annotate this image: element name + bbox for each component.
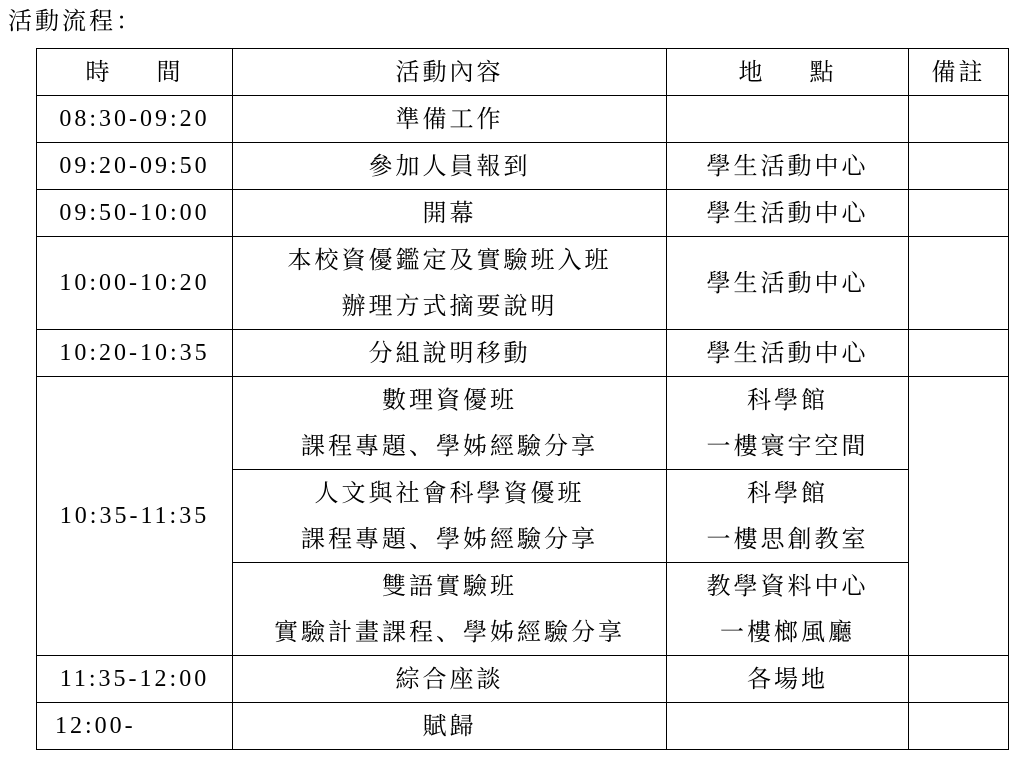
note-cell [909,377,1009,656]
location-cell [667,96,909,143]
table-row [37,96,1009,143]
content-line: 賦歸 [422,712,477,740]
content-cell [233,656,667,703]
note-cell [909,237,1009,330]
content-cell [233,470,667,563]
content-cell [233,563,667,656]
time-cell: 10:35-11:35 [37,377,233,656]
header-content: 活動內容 [233,49,667,96]
time-cell: 12:00- [37,703,233,750]
header-row [37,49,1009,96]
location-line: 一樓寰宇空間 [706,432,869,460]
content-cell [233,143,667,190]
location-cell [667,330,909,377]
content-cell [233,190,667,237]
time-cell: 10:20-10:35 [37,330,233,377]
note-cell [909,143,1009,190]
content-line: 辦理方式摘要說明 [341,292,558,320]
content-line: 綜合座談 [395,665,504,693]
table-row [37,237,1009,330]
content-cell [233,237,667,330]
location-line: 科學館 [747,386,828,414]
content-line: 課程專題、學姊經驗分享 [301,432,598,460]
location-cell [667,470,909,563]
table-row [37,143,1009,190]
content-line: 開幕 [422,199,477,227]
header-time-char-2: 間 [156,58,184,86]
location-cell [667,656,909,703]
location-line: 學生活動中心 [706,152,869,180]
content-cell [233,377,667,470]
content-line: 實驗計畫課程、學姊經驗分享 [274,618,625,646]
content-line: 課程專題、學姊經驗分享 [301,525,598,553]
content-line: 數理資優班 [382,386,517,414]
header-note: 備註 [909,49,1009,96]
content-line: 本校資優鑑定及實驗班入班 [287,246,612,274]
content-line: 雙語實驗班 [382,572,517,600]
note-cell [909,330,1009,377]
location-line: 一樓榔風廳 [720,618,855,646]
location-line: 學生活動中心 [706,199,869,227]
page-title: 活動流程： [8,7,143,35]
location-line: 一樓思創教室 [706,525,869,553]
time-cell: 11:35-12:00 [37,656,233,703]
content-line: 參加人員報到 [368,152,531,180]
location-line: 各場地 [747,665,828,693]
location-cell [667,190,909,237]
location-cell [667,703,909,750]
location-line: 教學資料中心 [706,572,869,600]
header-time [37,49,233,96]
schedule-table [36,48,1009,750]
table-row [37,190,1009,237]
note-cell [909,96,1009,143]
table-row [37,656,1009,703]
header-location-char-2: 點 [809,58,837,86]
time-cell: 09:20-09:50 [37,143,233,190]
time-cell: 08:30-09:20 [37,96,233,143]
note-cell [909,190,1009,237]
table-row [37,703,1009,750]
header-location-char-1: 地 [738,58,766,86]
content-cell [233,96,667,143]
content-cell [233,703,667,750]
table-row [37,330,1009,377]
header-location [667,49,909,96]
location-cell [667,377,909,470]
content-line: 人文與社會科學資優班 [314,479,585,507]
time-cell: 09:50-10:00 [37,190,233,237]
note-cell [909,703,1009,750]
location-cell [667,563,909,656]
time-cell: 10:00-10:20 [37,237,233,330]
location-cell [667,143,909,190]
location-cell [667,237,909,330]
content-line: 分組說明移動 [368,339,531,367]
location-line: 科學館 [747,479,828,507]
note-cell [909,656,1009,703]
table-row [37,377,1009,470]
header-time-char-1: 時 [85,58,113,86]
location-line: 學生活動中心 [706,339,869,367]
content-line: 準備工作 [395,105,504,133]
content-cell [233,330,667,377]
location-line: 學生活動中心 [706,269,869,297]
